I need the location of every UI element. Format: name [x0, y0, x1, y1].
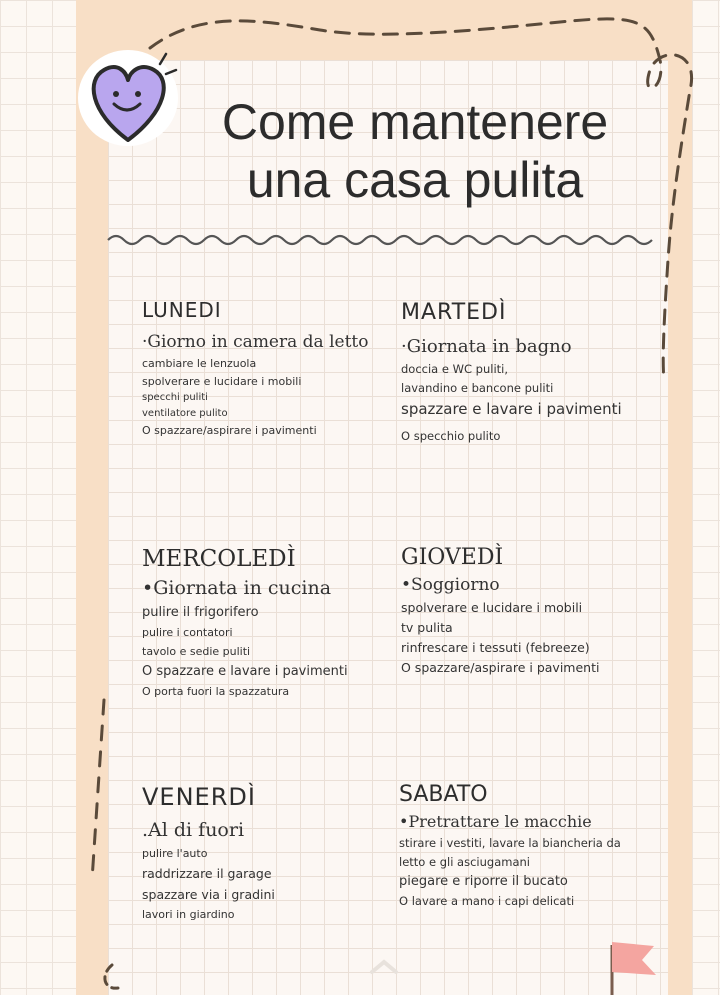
task-item: rinfrescare i tessuti (febreeze)	[401, 640, 590, 655]
day-heading: SABATO	[399, 782, 488, 807]
day-heading: VENERDÌ	[142, 783, 256, 811]
task-item: O porta fuori la spazzatura	[142, 685, 290, 698]
task-item: O spazzare/aspirare i pavimenti	[401, 660, 600, 675]
task-item: pulire l'auto	[142, 847, 208, 860]
task-item: cambiare le lenzuola	[142, 357, 257, 370]
day-heading: GIOVEDÌ	[401, 545, 504, 570]
task-item: pulire il frigorifero	[142, 605, 259, 620]
task-item: O spazzare e lavare i pavimenti	[142, 664, 348, 679]
task-item: ventilatore pulito	[142, 408, 228, 419]
day-focus: .Al di fuori	[142, 819, 245, 841]
page-title-line-2: una casa pulita	[246, 152, 584, 208]
task-item: spolverare e lucidare i mobili	[142, 374, 302, 388]
task-item: raddrizzare il garage	[142, 866, 272, 881]
day-focus: ·Giornata in bagno	[401, 336, 572, 357]
task-item: lavandino e bancone puliti	[401, 381, 554, 395]
task-item: spazzare via i gradini	[142, 887, 275, 902]
day-focus: •Giornata in cucina	[142, 577, 332, 599]
task-item: pulire i contatori	[142, 626, 233, 639]
day-heading: MERCOLEDÌ	[142, 546, 296, 572]
background-grid-right	[692, 0, 720, 995]
task-item: piegare e riporre il bucato	[399, 874, 568, 889]
task-item: O specchio pulito	[401, 429, 501, 443]
day-block-venerdi	[142, 780, 372, 924]
task-item: tv pulita	[401, 620, 453, 635]
day-block-giovedi	[401, 543, 631, 678]
task-item: O lavare a mano i capi delicati	[399, 894, 575, 908]
day-focus: •Soggiorno	[401, 575, 500, 595]
task-item: spolverare e lucidare i mobili	[401, 600, 583, 615]
day-heading: LUNEDI	[142, 298, 222, 322]
day-heading: MARTEDÌ	[401, 300, 507, 325]
day-block-lunedi	[142, 296, 372, 440]
task-item: specchi puliti	[142, 392, 208, 403]
page-title-line-1: Come mantenere	[221, 94, 609, 150]
task-item: doccia e WC puliti,	[401, 362, 509, 376]
day-focus: ·Giorno in camera da letto	[142, 332, 369, 352]
task-item: stirare i vestiti, lavare la biancheria da letto e gli asciugamani	[399, 836, 621, 869]
day-block-martedi	[401, 298, 631, 446]
day-focus: •Pretrattare le macchie	[399, 812, 592, 831]
task-item: O spazzare/aspirare i pavimenti	[142, 424, 317, 437]
task-item: tavolo e sedie puliti	[142, 645, 251, 658]
day-block-sabato	[399, 780, 639, 911]
task-item: spazzare e lavare i pavimenti	[401, 400, 622, 418]
background-grid-left	[0, 0, 76, 995]
task-item: lavori in giardino	[142, 908, 235, 921]
day-block-mercoledi	[142, 543, 382, 701]
